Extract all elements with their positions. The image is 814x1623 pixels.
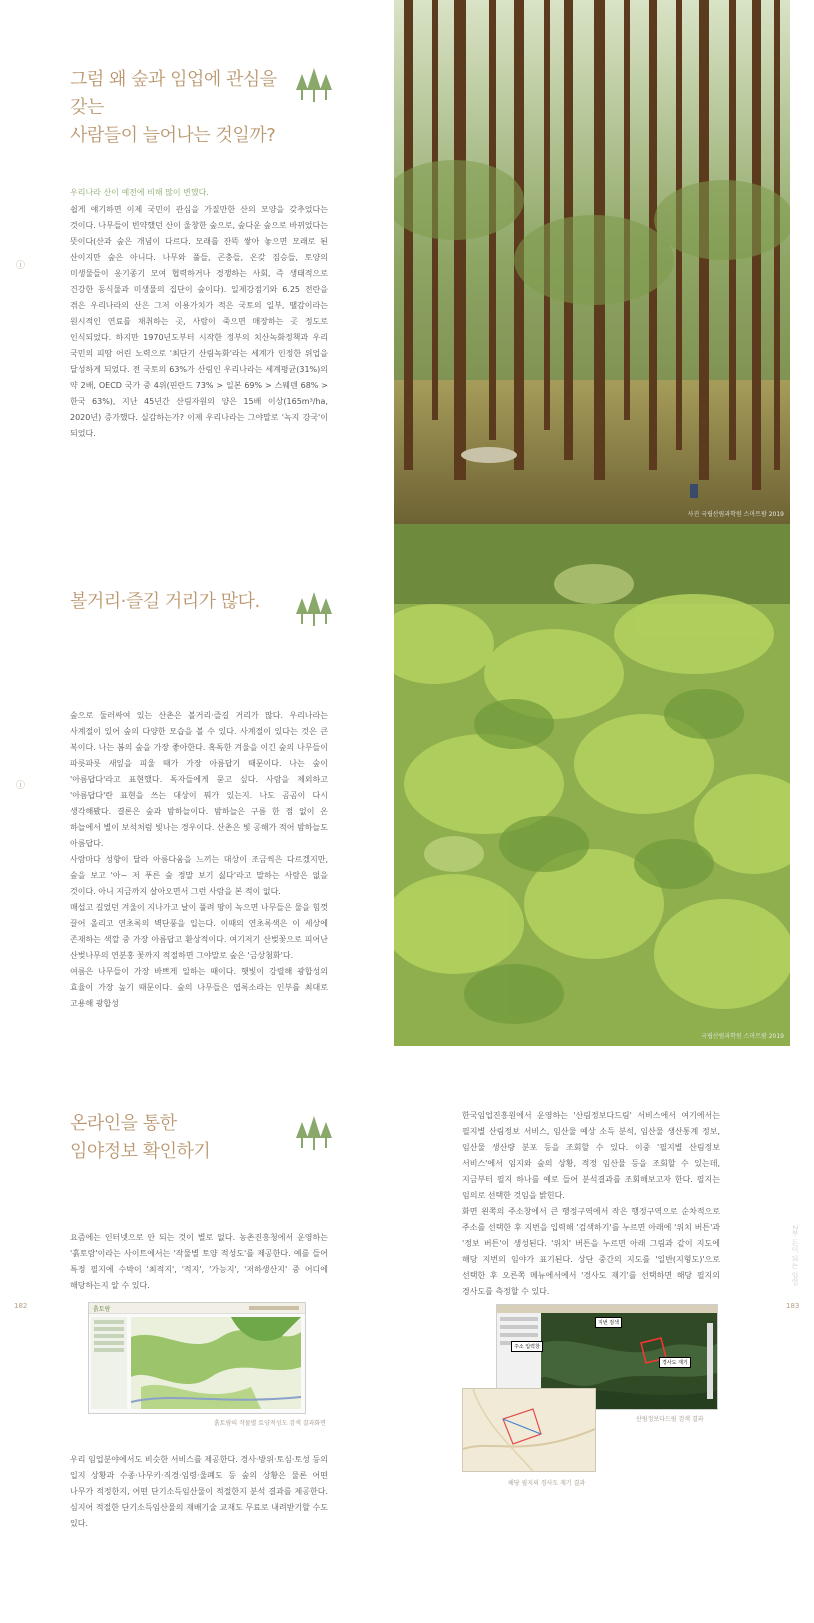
- page-number-left: 182: [14, 1302, 28, 1310]
- section1-heading-line1: 그럼 왜 숲과 임업에 관심을 갖는: [70, 69, 277, 118]
- section2-paragraph1: 숲으로 둘러싸여 있는 산촌은 볼거리·즐길 거리가 많다. 우리나라는 사계절이 있어 숲의 다양한 모습을 볼 수 있다. 사계절이 있다는 것은 큰 복이다. 나는 봄의 숲을 가장 좋아한다. 혹독한 겨울을 이긴 숲의 나무들이 파릇파릇 새잎을 피울 때가 가장 아름답기 때문이다. 나는 숲이 '아름답다'라고 표현했다. 독자들에게 묻고 싶다. 사람을 제외하고 '아름답다'란 표현을 쓰는 대상이 뭐가 있는지. 나도 곰곰이 다시 생각해봤다. 결론은 숲과 밤하늘이다. 밤하늘은 구름 한 점 없이 온 하늘에서 별이 보석처럼 빛나는 경우이다. 산촌은 빛 공해가 적어 밤하늘도 아름답다.: [70, 711, 328, 848]
- section3-heading: [70, 1110, 270, 1166]
- section3-heading-line1: 온라인을 통한: [70, 1113, 177, 1134]
- screenshot-sidebar: [91, 1317, 127, 1409]
- photo-credit-forest1: 사진 국립산림과학원 스마트팜 2019: [687, 511, 784, 518]
- section3-right-text: [462, 1108, 720, 1300]
- slope-measure-map: [462, 1388, 596, 1472]
- section3-paragraph2: 우리 임업분야에서도 비슷한 서비스를 제공한다. 경사·방위·토심·토성 등의 입지 상황과 수종·나무키·직경·임령·울폐도 등 숲의 상황은 물론 어떤 나무가 적정한지, 어떤 단기소득임산물이 적절한지 분석 결과를 제공한다. 심지어 적절한 단기소득임산물의 재배기술 교재도 무료로 내려받기할 수도 있다.: [70, 1455, 328, 1528]
- section2-heading: 볼거리·즐길 거리가 많다.: [70, 591, 260, 612]
- vertical-running-head: 2부 돈이 되는 임업: [791, 1225, 799, 1286]
- tree-cluster-icon: [294, 66, 334, 106]
- section2-body: [70, 708, 328, 1012]
- section2-paragraph3: 매섭고 길었던 겨울이 지나가고 날이 풀려 땅이 녹으면 나무들은 물을 힘껏 끌어 올리고 연초록의 벽단풍을 입는다. 이때의 연초록색은 이 세상에 존재하는 색깔 중 가장 아름답고 환상적이다. 여기저기 산벚꽃으로 피어난 산벚나무의 연분홍 꽃까지 적절하면 그야말로 숲은 '금상첨화'다.: [70, 903, 328, 960]
- section3-paragraph4: 화면 왼쪽의 주소창에서 큰 행정구역에서 작은 행정구역으로 순차적으로 주소를 선택한 후 지번을 입력해 '검색하기'를 누르면 아래에 '위치 버튼'과 '정보 버튼'이 생성된다. '위치' 버튼을 누르면 아래 그림과 같이 지도에 해당 지번의 임야가 표기된다. 상단 중간의 지도를 '일반(지형도)'으로 선택한 후 오른쪽 메뉴에서에서 '경사도 재기'를 선택하면 해당 필지의 경사도를 측정할 수 있다.: [462, 1207, 720, 1296]
- section3-paragraph3: 한국임업진흥원에서 운영하는 '산림정보다드림' 서비스에서 여기에서는 필지별 산림정보 서비스, 임산물 예상 소득 분석, 임산물 생산통계 정보, 임산물 생산량 분포 등을 조회할 수 있다. 이중 '필지별 산림정보 서비스'에서 임지와 숲의 상황, 적정 임산물 등을 조회할 수 있는데, 지금부터 필지 하나를 예로 들어 분석결과를 조회해보고자 한다. 필지는 임의로 선택한 것임을 밝힌다.: [462, 1111, 720, 1200]
- page-number-right: 183: [786, 1302, 800, 1310]
- heuktoram-screenshot: [88, 1302, 306, 1414]
- caption-forest-info: 산림정보다드림 검색 결과: [636, 1416, 704, 1423]
- tree-cluster-icon: [294, 590, 334, 630]
- photo-credit-forest2: 국립산림과학원 스마트팜 2019: [701, 1033, 784, 1040]
- tree-cluster-icon: [294, 1114, 334, 1154]
- site-logo: 흙토람: [93, 1306, 111, 1313]
- section1-heading-line2: 사람들이 늘어나는 것일까?: [70, 125, 276, 146]
- caption-slope: 해당 필지의 경사도 재기 결과: [508, 1480, 586, 1487]
- page-mark-top: ⓘ: [16, 261, 26, 271]
- map-label-address-input: 주소 입력창: [511, 1341, 543, 1352]
- section1-paragraph: 쉽게 얘기하면 이제 국민이 관심을 가질만한 산의 모양을 갖추었다는 것이다. 나무들이 빈약했던 산이 울창한 숲으로, 숲다운 숲으로 바뀌었다는 뜻이다(산과 숲은 개념이 다르다. 모래를 잔뜩 쌓아 놓으면 모래로 된 산이지만 숲은 아니다. 나무와 풀들, 곤충들, 온갖 짐승들, 토양의 미생물들이 옹기종기 모여 협력하거나 경쟁하는 사회, 즉 생태적으로 건강한 동식물과 미생물의 집단이 숲이다). 일제강점기와 6.25 전란을 겪은 우리나라의 산은 그저 이용가치가 적은 국토의 일부, 땔감이라는 원시적인 연료를 채취하는 곳, 사람이 죽으면 매장하는 곳 정도로 인식되었다. 하지만 1970년도부터 시작한 정부의 치산녹화정책과 우리 국민의 피땀 어린 노력으로 '최단기 산림녹화'라는 세계가 인정한 위업을 달성하게 되었다. 전 국토의 63%가 산림인 우리나라는 세계평균(31%)의 약 2배, OECD 국가 중 4위(핀란드 73% > 일본 69% > 스웨덴 68% > 한국 63%), 지난 45년간 산림자원의 양은 15배 이상(165m³/ha, 2020년) 증가했다. 실감하는가? 이제 우리나라는 그야말로 '녹지 강국'이 되었다.: [70, 205, 328, 438]
- screenshot-topbar: [497, 1305, 717, 1313]
- screenshot-header-bar: [89, 1303, 305, 1314]
- section3-heading-line2: 임야정보 확인하기: [70, 1141, 211, 1162]
- section3-paragraph1: 요즘에는 인터넷으로 안 되는 것이 별로 없다. 농촌진흥청에서 운영하는 '흙토람'이라는 사이트에서는 '작물별 토양 적성도'를 제공한다. 예를 들어 특정 필지에 수박이 '최적지', '적지', '가능지', '저하생산지' 중 어디에 해당하는지 알 수 있다.: [70, 1233, 328, 1290]
- section1-lead: 우리나라 산이 예전에 비해 많이 변했다.: [70, 188, 209, 197]
- section2-paragraph4: 여름은 나무들이 가장 바쁘게 일하는 때이다. 햇빛이 강렬해 광합성의 효율이 가장 높기 때문이다. 숲의 나무들은 엽록소라는 인부를 최대로 고용해 광합성: [70, 967, 328, 1008]
- forest-photo-tall-trees: [394, 0, 790, 524]
- map-label-slope-measure: 경사도 재기: [659, 1357, 691, 1368]
- forest-photo-green-canopy: [394, 524, 790, 1046]
- map-label-parcel-search: 지번 검색: [595, 1317, 622, 1328]
- header-nav-strip: [249, 1306, 299, 1310]
- page-mark-mid: ⓘ: [16, 781, 26, 791]
- section1-heading: [70, 66, 290, 150]
- caption-heuktoram: 흙토람의 작물별 토양적성도 검색 결과화면: [214, 1420, 326, 1427]
- section2-paragraph2: 사람마다 성향이 달라 아름다움을 느끼는 대상이 조금씩은 다르겠지만, 숲을 보고 '아~ 저 푸른 숲 정말 보기 싫다'라고 말하는 사람은 없을 것이다. 아니 지금까지 살아오면서 그런 사람을 본 적이 없다.: [70, 855, 328, 896]
- soil-suitability-map: [131, 1317, 301, 1409]
